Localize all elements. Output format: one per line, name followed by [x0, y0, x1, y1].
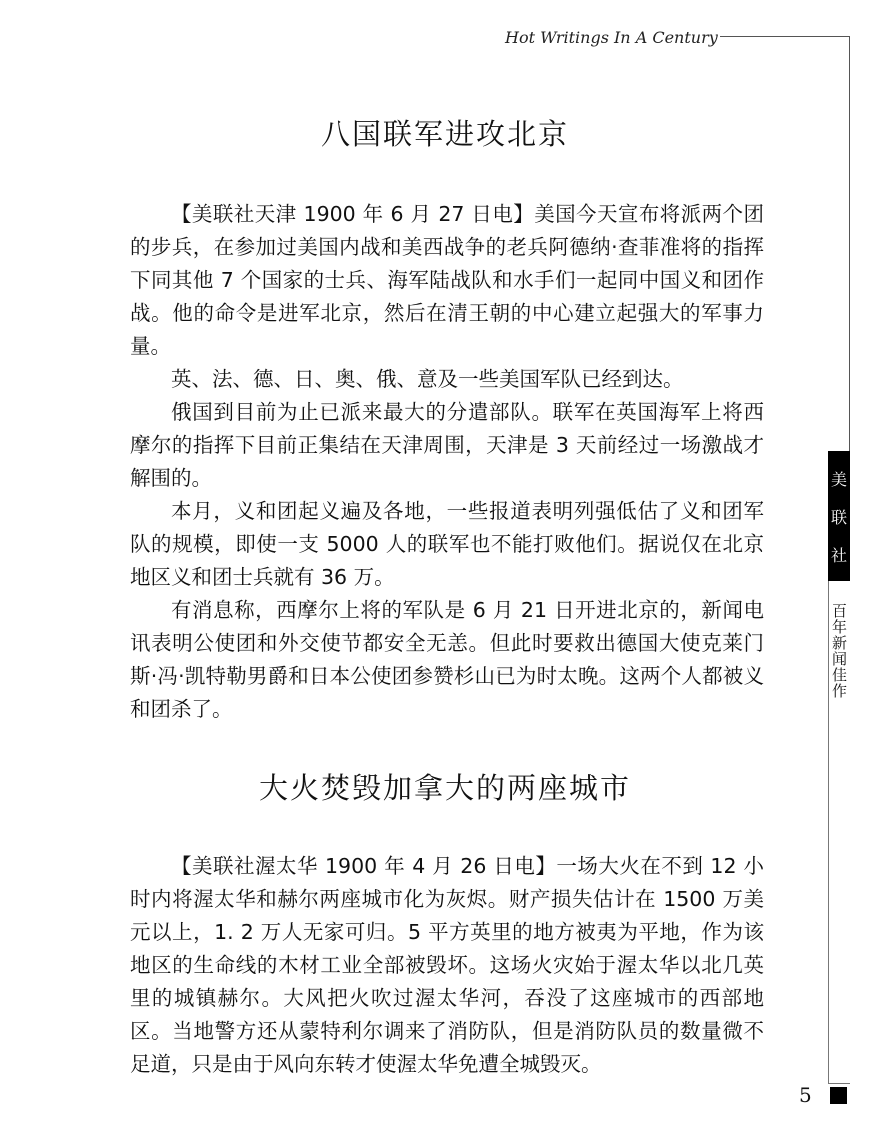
page-marker-square [830, 1087, 847, 1104]
article-title: 八国联军进攻北京 [320, 117, 569, 151]
article-body [130, 198, 764, 726]
paragraph: 【美联社渥太华 1900 年 4 月 26 日电】一场大火在不到 12 小时内将渥太华和赫尔两座城市化为灰烬。财产损失估计在 1500 万美元以上，1. 2 万人无家可归。5 平方英里的地方被夷为平地，作为该地区的生命线的木材工业全部被毁坏。这场火灾始于渥太华以北几英里的城镇赫尔。大风把火吹过渥太华河，吞没了这座城市的西部地区。当地警方还从蒙特利尔调来了消防队，但是消防队员的数量微不足道，只是由于风向东转才使渥太华免遭全城毁灭。 [130, 854, 764, 1076]
footer-rule [828, 1083, 850, 1084]
paragraph: 本月，义和团起义遍及各地，一些报道表明列强低估了义和团军队的规模，即使一支 5000 人的联军也不能打败他们。据说仅在北京地区义和团士兵就有 36 万。 [130, 499, 764, 589]
paragraph: 有消息称，西摩尔上将的军队是 6 月 21 日开进北京的，新闻电讯表明公使团和外交使节都安全无恙。但此时要救出德国大使克莱门斯·冯·凯特勒男爵和日本公使团参赞杉山已为时太晚。这两个人都被义和团杀了。 [130, 598, 764, 721]
paragraph: 英、法、德、日、奥、俄、意及一些美国军队已经到达。 [171, 367, 684, 391]
page-number: 5 [799, 1083, 812, 1107]
margin-rule-top [849, 36, 850, 451]
running-header: Hot Writings In A Century [505, 28, 718, 47]
header-rule [720, 36, 849, 37]
tab-char: 联 [830, 507, 847, 527]
tab-char: 社 [830, 545, 847, 565]
article-body [130, 850, 764, 1081]
paragraph: 【美联社天津 1900 年 6 月 27 日电】美国今天宣布将派两个团的步兵，在参加过美国内战和美西战争的老兵阿德纳·查菲准将的指挥下同其他 7 个国家的士兵、海军陆战队和水手们一起同中国义和团作战。他的命令是进军北京，然后在清王朝的中心建立起强大的军事力量。 [130, 202, 764, 358]
section-tab [828, 451, 850, 581]
margin-rule-bottom [828, 581, 829, 1083]
article-title: 大火焚毁加拿大的两座城市 [258, 771, 631, 805]
series-title: 百年新闻佳作 [832, 602, 848, 700]
tab-char: 美 [830, 469, 847, 489]
paragraph: 俄国到目前为止已派来最大的分遣部队。联军在英国海军上将西摩尔的指挥下目前正集结在天津周围，天津是 3 天前经过一场激战才解围的。 [130, 400, 764, 490]
